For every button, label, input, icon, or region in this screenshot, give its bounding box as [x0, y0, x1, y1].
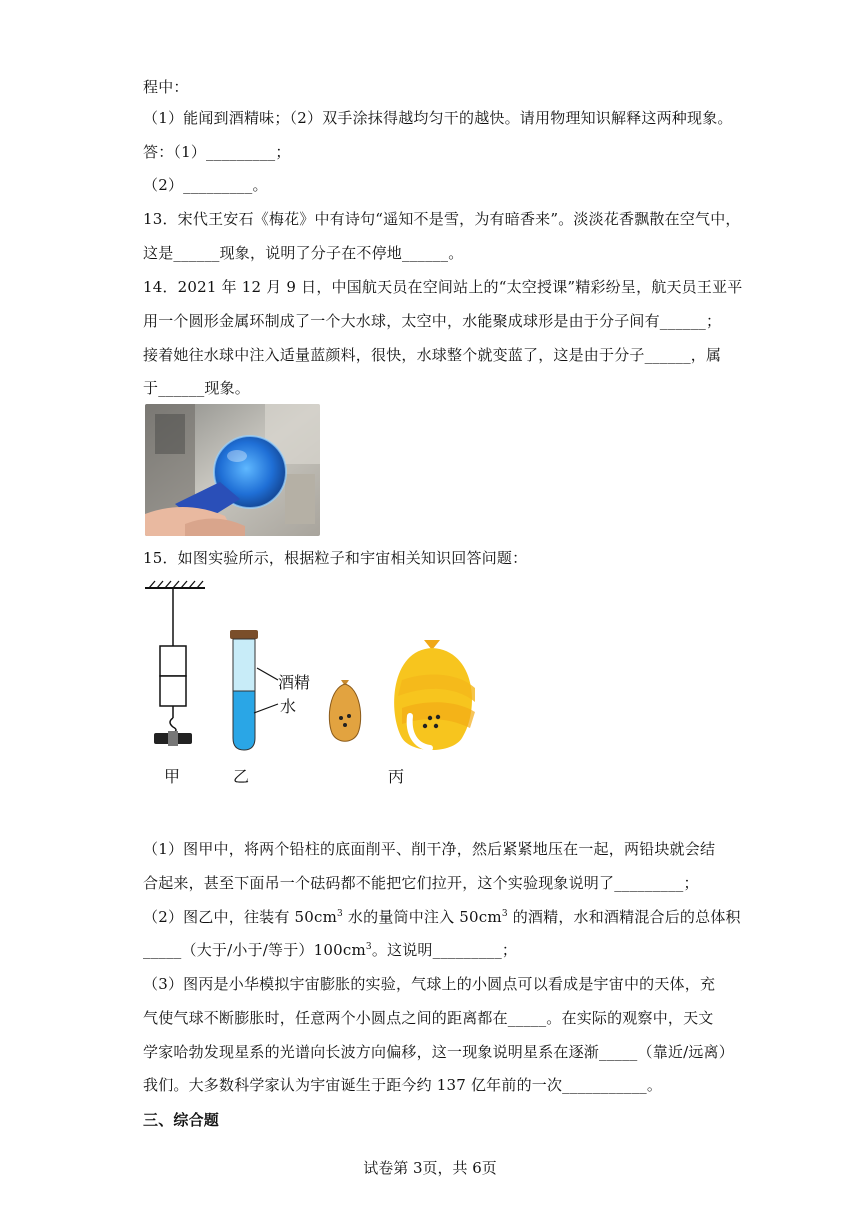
question-14: 14．2021 年 12 月 9 日，中国航天员在空间站上的“太空授课”精彩纷呈，航天员王亚平: [143, 278, 743, 296]
text-line: 于______现象。: [143, 379, 251, 397]
page-footer: 试卷第 3页，共 6页: [363, 1159, 497, 1177]
text-segment: 的酒精，水和酒精混合后的总体积: [507, 908, 741, 926]
text-line: 用一个圆形金属环制成了一个大水球，太空中，水能聚成球形是由于分子间有______；: [143, 312, 722, 330]
text-line: [143, 940, 517, 960]
text-line: （3）图丙是小华模拟宇宙膨胀的实验，气球上的小圆点可以看成是宇宙中的天体，充: [143, 975, 716, 993]
label-alcohol: 酒精: [278, 673, 311, 692]
text-line: 气使气球不断膨胀时，任意两个小圆点之间的距离都在_____。在实际的观察中，天文: [143, 1009, 714, 1027]
text-line: （1）图甲中，将两个铅柱的底面削平、削干净，然后紧紧地压在一起，两铅块就会结: [143, 840, 716, 858]
section-heading: 三、综合题: [143, 1111, 220, 1129]
text-segment: 。这说明_________；: [371, 941, 518, 959]
answer-line: 答：（1）_________；: [143, 143, 291, 161]
figure-bing-small-balloon: [329, 680, 360, 741]
figure-jia: [145, 581, 205, 746]
text-line: 学家哈勃发现星系的光谱向长波方向偏移，这一现象说明星系在逐渐_____（靠近/远离）: [143, 1043, 734, 1061]
text-line: [143, 907, 741, 927]
text-segment: （2）图乙中，往装有 50cm: [143, 908, 338, 926]
label-yi: 乙: [233, 767, 250, 786]
figure-bing-big-balloon: [394, 640, 475, 750]
text-line: （1）能闻到酒精味；（2）双手涂抹得越均匀干的越快。请用物理知识解释这两种现象。: [143, 109, 733, 127]
water-ball-photo: [145, 404, 320, 536]
superscript: 3: [501, 909, 508, 919]
label-water: 水: [280, 697, 297, 716]
label-jia: 甲: [164, 767, 181, 786]
label-bing: 丙: [388, 767, 405, 786]
experiment-figure: [140, 578, 520, 788]
answer-line: （2）_________。: [143, 176, 268, 194]
text-segment: 水的量筒中注入 50cm: [342, 908, 502, 926]
figure-yi: [230, 630, 278, 750]
question-15: 15．如图实验所示，根据粒子和宇宙相关知识回答问题：: [143, 549, 528, 567]
text-line: 程中：: [143, 78, 189, 96]
text-line: 接着她往水球中注入适量蓝颜料，很快，水球整个就变蓝了，这是由于分子______，属: [143, 346, 722, 364]
text-line: 这是______现象，说明了分子在不停地______。: [143, 244, 464, 262]
question-13: 13．宋代王安石《梅花》中有诗句“遥知不是雪，为有暗香来”。淡淡花香飘散在空气中，: [143, 210, 741, 228]
text-segment: _____（大于/小于/等于）100cm: [143, 941, 366, 959]
text-line: 我们。大多数科学家认为宇宙诞生于距今约 137 亿年前的一次___________。: [143, 1076, 663, 1094]
text-line: 合起来，甚至下面吊一个砝码都不能把它们拉开，这个实验现象说明了_________；: [143, 874, 699, 892]
superscript: 3: [337, 909, 343, 919]
superscript: 3: [365, 942, 372, 952]
